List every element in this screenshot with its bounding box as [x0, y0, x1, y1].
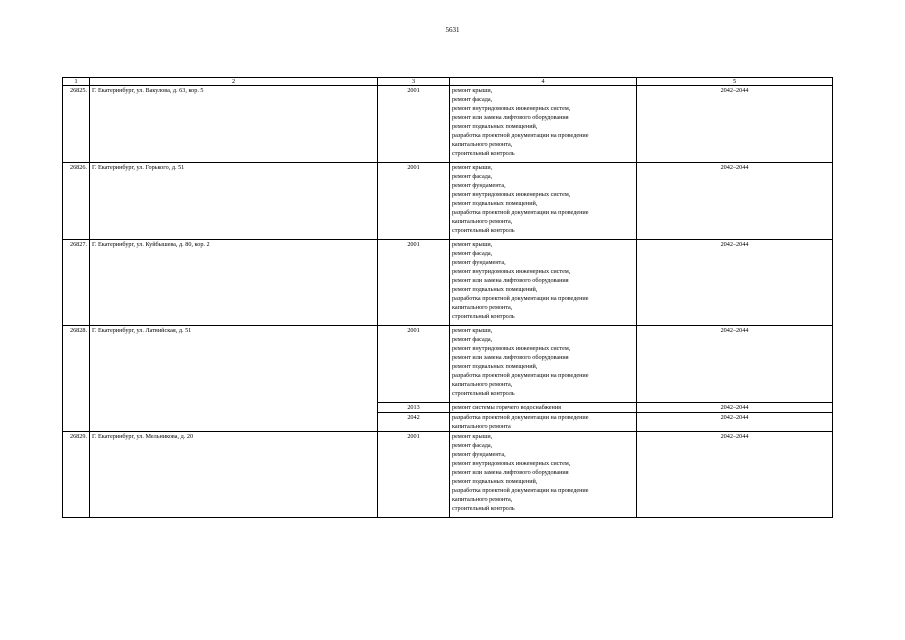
work-item: разработка проектной документации на проведение [452, 372, 589, 379]
repair-schedule-table [62, 77, 833, 518]
record-number: 26825. [63, 86, 90, 163]
table-row [63, 326, 833, 403]
works-cell [450, 86, 637, 163]
record-address: Г. Екатеринбург, ул. Горького, д. 51 [90, 163, 378, 240]
work-item: капитального ремонта [452, 423, 511, 430]
works-cell [450, 432, 637, 518]
work-item: ремонт фундамента, [452, 182, 506, 189]
record-number: 26829. [63, 432, 90, 518]
table-row [63, 240, 833, 326]
works-cell [450, 163, 637, 240]
record-year: 2013 [378, 403, 450, 413]
works-cell [450, 403, 637, 413]
table-body [63, 78, 833, 518]
work-item: ремонт крыши, [452, 433, 493, 440]
record-period: 2042–2044 [637, 403, 833, 413]
work-item: ремонт системы горячего водоснабжения [452, 404, 561, 411]
work-item: разработка проектной документации на проведение [452, 487, 589, 494]
works-cell [450, 413, 637, 432]
work-item: ремонт фасада, [452, 173, 493, 180]
work-item: ремонт фасада, [452, 250, 493, 257]
work-item: строительный контроль [452, 150, 515, 157]
record-year: 2001 [378, 163, 450, 240]
work-item: разработка проектной документации на проведение [452, 209, 589, 216]
work-item: ремонт фундамента, [452, 259, 506, 266]
record-period: 2042–2044 [637, 163, 833, 240]
record-period: 2042–2044 [637, 86, 833, 163]
record-number: 26828. [63, 326, 90, 432]
column-header-3: 3 [378, 78, 450, 86]
record-year: 2001 [378, 240, 450, 326]
record-period: 2042–2044 [637, 413, 833, 432]
table-row [63, 163, 833, 240]
work-item: ремонт крыши, [452, 164, 493, 171]
work-item: ремонт фасада, [452, 336, 493, 343]
work-item: капитального ремонта, [452, 141, 513, 148]
work-item: разработка проектной документации на проведение [452, 414, 589, 421]
work-item: ремонт фасада, [452, 442, 493, 449]
work-item: разработка проектной документации на проведение [452, 295, 589, 302]
record-period: 2042–2044 [637, 326, 833, 403]
work-item: капитального ремонта, [452, 218, 513, 225]
work-item: строительный контроль [452, 313, 515, 320]
work-item: капитального ремонта, [452, 381, 513, 388]
work-item: ремонт фасада, [452, 96, 493, 103]
work-item: ремонт внутридомовых инженерных систем, [452, 191, 571, 198]
record-address: Г. Екатеринбург, ул. Мельникова, д. 20 [90, 432, 378, 518]
work-item: ремонт внутридомовых инженерных систем, [452, 105, 571, 112]
record-address: Г. Екатеринбург, ул. Вакулова, д. 63, кор. 5 [90, 86, 378, 163]
work-item: строительный контроль [452, 505, 515, 512]
work-item: строительный контроль [452, 390, 515, 397]
work-item: разработка проектной документации на проведение [452, 132, 589, 139]
column-header-4: 4 [450, 78, 637, 86]
work-item: ремонт или замена лифтового оборудования [452, 354, 569, 361]
work-item: ремонт или замена лифтового оборудования [452, 277, 569, 284]
work-item: ремонт фундамента, [452, 451, 506, 458]
work-item: ремонт или замена лифтового оборудования [452, 114, 569, 121]
record-period: 2042–2044 [637, 240, 833, 326]
work-item: капитального ремонта, [452, 304, 513, 311]
work-item: ремонт подвальных помещений, [452, 286, 538, 293]
work-item: капитального ремонта, [452, 496, 513, 503]
works-cell [450, 326, 637, 403]
column-header-2: 2 [90, 78, 378, 86]
work-item: ремонт внутридомовых инженерных систем, [452, 460, 571, 467]
record-year: 2001 [378, 86, 450, 163]
table-row [63, 86, 833, 163]
works-cell [450, 240, 637, 326]
column-number-row [63, 78, 833, 86]
column-header-1: 1 [63, 78, 90, 86]
work-item: ремонт крыши, [452, 327, 493, 334]
record-year: 2042 [378, 413, 450, 432]
column-header-5: 5 [637, 78, 833, 86]
work-item: ремонт подвальных помещений, [452, 363, 538, 370]
work-item: ремонт крыши, [452, 87, 493, 94]
work-item: строительный контроль [452, 227, 515, 234]
record-number: 26827. [63, 240, 90, 326]
page-number: 5631 [445, 26, 460, 34]
record-number: 26826. [63, 163, 90, 240]
work-item: ремонт внутридомовых инженерных систем, [452, 268, 571, 275]
record-year: 2001 [378, 326, 450, 403]
record-year: 2001 [378, 432, 450, 518]
record-period: 2042–2044 [637, 432, 833, 518]
work-item: ремонт подвальных помещений, [452, 123, 538, 130]
record-address: Г. Екатеринбург, ул. Латвийская, д. 51 [90, 326, 378, 432]
work-item: ремонт подвальных помещений, [452, 200, 538, 207]
work-item: ремонт подвальных помещений, [452, 478, 538, 485]
work-item: ремонт внутридомовых инженерных систем, [452, 345, 571, 352]
work-item: ремонт крыши, [452, 241, 493, 248]
record-address: Г. Екатеринбург, ул. Куйбышева, д. 80, кор. 2 [90, 240, 378, 326]
table-row [63, 432, 833, 518]
work-item: ремонт или замена лифтового оборудования [452, 469, 569, 476]
